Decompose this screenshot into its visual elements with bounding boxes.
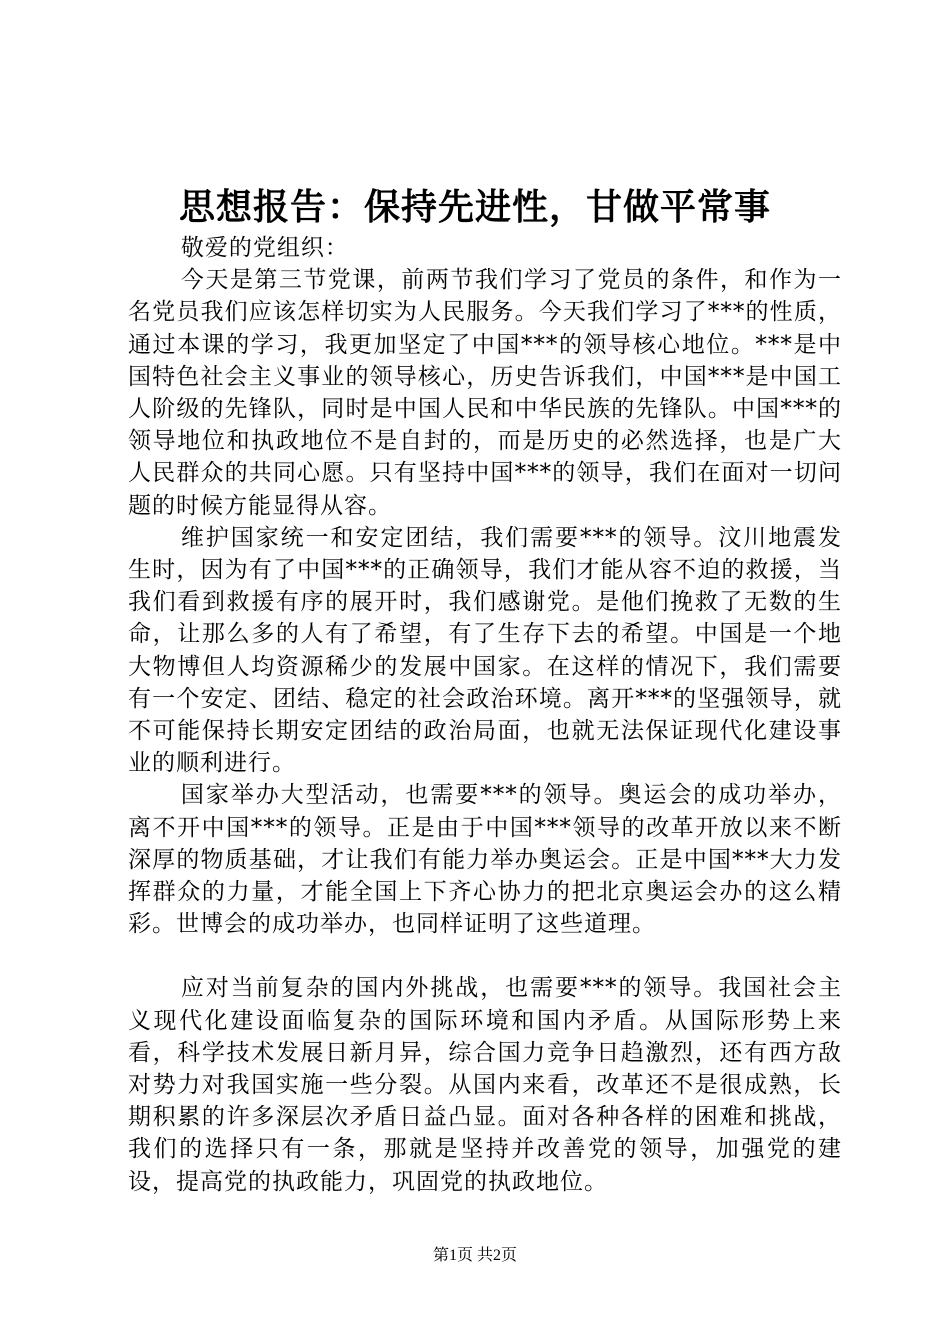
paragraph: 应对当前复杂的国内外挑战，也需要***的领导。我国社会主义现代化建设面临复杂的国际环境和国内矛盾。从国际形势上来看，科学技术发展日新月异，综合国力竞争日趋激烈，还有西方敌对势力对我国实施一些分裂。从国内来看，改革还不是很成熟，长期积累的许多深层次矛盾日益凸显。面对各种各样的困难和挑战，我们的选择只有一条，那就是坚持并改善党的领导，加强党的建设，提高党的执政能力，巩固党的执政地位。: [128, 975, 842, 1195]
paragraph: 维护国家统一和安定团结，我们需要***的领导。汶川地震发生时，因为有了中国***的正确领导，我们才能从容不迫的救援，当我们看到救援有序的展开时，我们感谢党。是他们挽救了无数的生命，让那么多的人有了希望，有了生存下去的希望。中国是一个地大物博但人均资源稀少的发展中国家。在这样的情况下，我们需要有一个安定、团结、稳定的社会政治环境。离开***的坚强领导，就不可能保持长期安定团结的政治局面，也就无法保证现代化建设事业的顺利进行。: [128, 524, 842, 777]
document-title: 思想报告：保持先进性，甘做平常事: [178, 186, 771, 228]
document-body: [128, 232, 842, 1198]
page-footer: 第1页 共2页: [432, 1247, 517, 1264]
paragraph: 国家举办大型活动，也需要***的领导。奥运会的成功举办，离不开中国***的领导。正是由于中国***领导的改革开放以来不断深厚的物质基础，才让我们有能力举办奥运会。正是中国***大力发挥群众的力量，才能全国上下齐心协力的把北京奥运会办的这么精彩。世博会的成功举办，也同样证明了这些道理。: [128, 782, 842, 938]
paragraph: 今天是第三节党课，前两节我们学习了党员的条件，和作为一名党员我们应该怎样切实为人民服务。今天我们学习了***的性质，通过本课的学习，我更加坚定了中国***的领导核心地位。***是中国特色社会主义事业的领导核心，历史告诉我们，中国***是中国工人阶级的先锋队，同时是中国人民和中华民族的先锋队。中国***的领导地位和执政地位不是自封的，而是历史的必然选择，也是广大人民群众的共同心愿。只有坚持中国***的领导，我们在面对一切问题的时候方能显得从容。: [128, 267, 842, 519]
salutation: 敬爱的党组织：: [180, 235, 349, 261]
